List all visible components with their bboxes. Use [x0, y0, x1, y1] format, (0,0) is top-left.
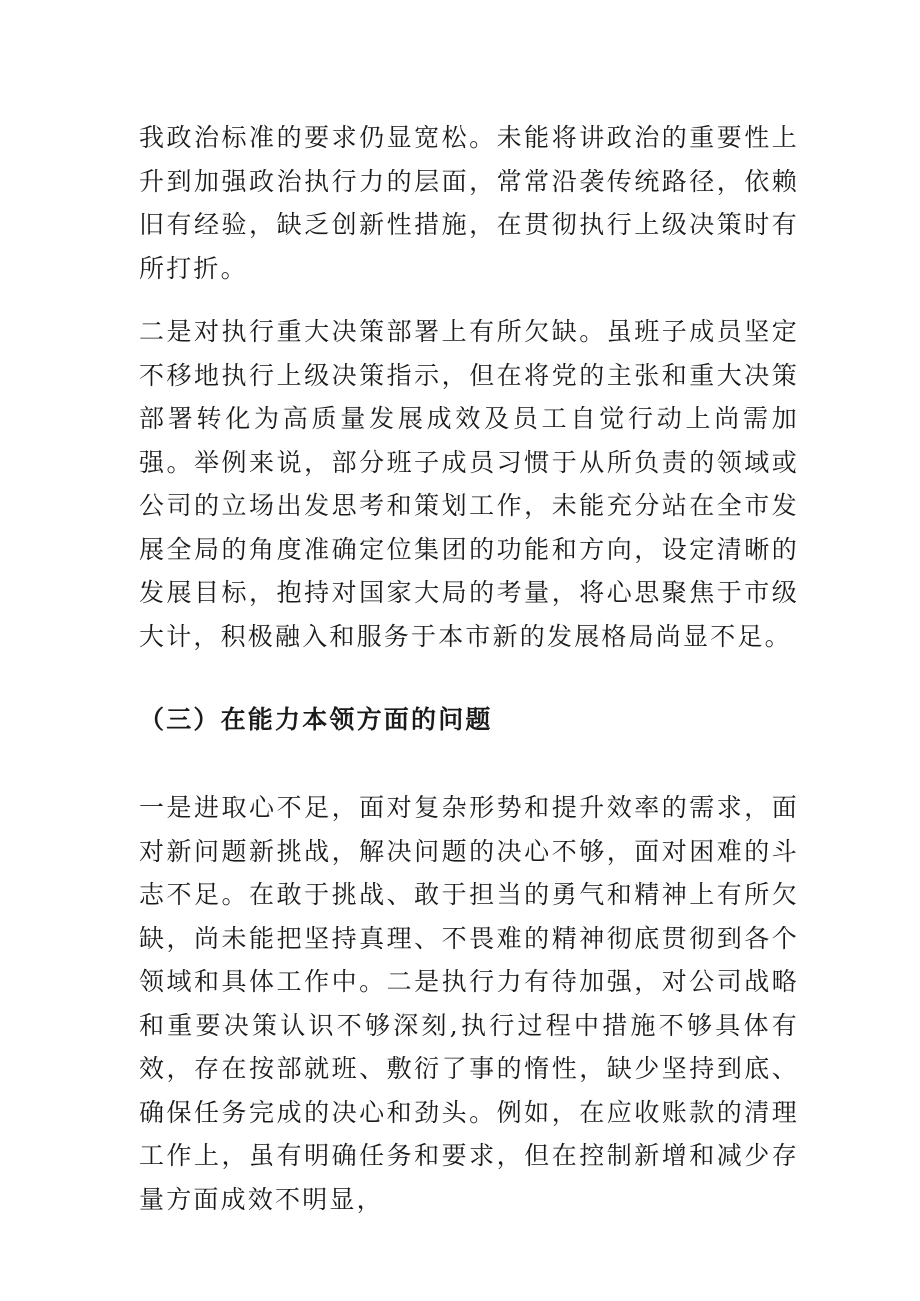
- paragraph-decision-execution: 二是对执行重大决策部署上有所欠缺。虽班子成员坚定不移地执行上级决策指示，但在将党的主张和重大决策部署转化为高质量发展成效及员工自觉行动上尚需加强。举例来说，部分班子成员习惯于从所负责的领域或公司的立场出发思考和策划工作，未能充分站在全市发展全局的角度准确定位集团的功能和方向，设定清晰的发展目标，抱持对国家大局的考量，将心思聚焦于市级大计，积极融入和服务于本市新的发展格局尚显不足。: [139, 317, 799, 651]
- paragraph-ability-problems: 一是进取心不足，面对复杂形势和提升效率的需求，面对新问题新挑战，解决问题的决心不够，面对困难的斗志不足。在敢于挑战、敢于担当的勇气和精神上有所欠缺，尚未能把坚持真理、不畏难的精神彻底贯彻到各个领域和具体工作中。二是执行力有待加强，对公司战略和重要决策认识不够深刻,执行过程中措施不够具体有效，存在按部就班、敷衍了事的惰性，缺少坚持到底、确保任务完成的决心和劲头。例如，在应收账款的清理工作上，虽有明确任务和要求，但在控制新增和减少存量方面成效不明显，: [139, 793, 799, 1214]
- paragraph-political-standards: 我政治标准的要求仍显宽松。未能将讲政治的重要性上升到加强政治执行力的层面，常常沿袭传统路径，依赖旧有经验，缺乏创新性措施，在贯彻执行上级决策时有所打折。: [139, 123, 799, 283]
- section-heading-ability: （三）在能力本领方面的问题: [139, 705, 493, 734]
